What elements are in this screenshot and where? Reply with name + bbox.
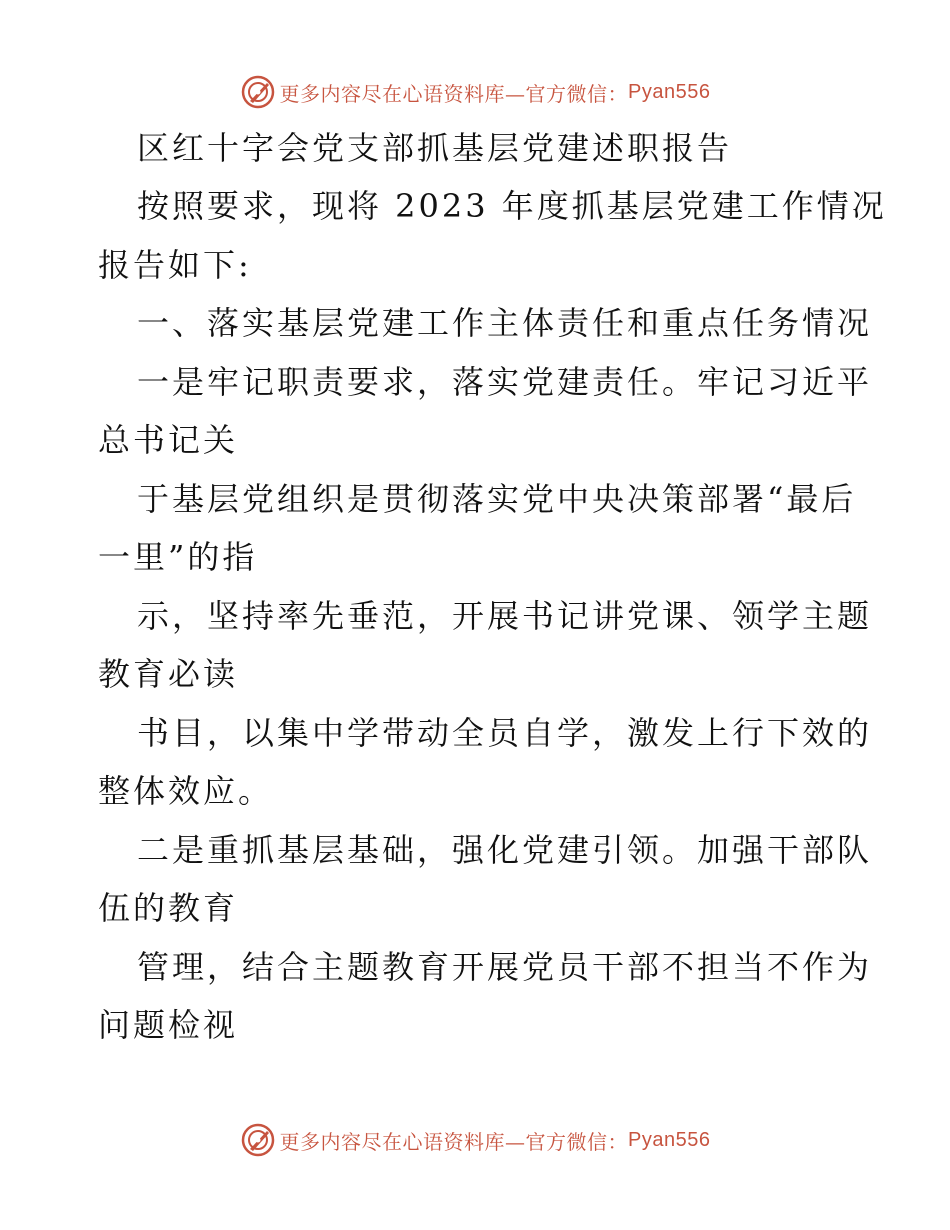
watermark-account: Pyan556 [628, 1128, 711, 1151]
watermark-text: 更多内容尽在心语资料库—官方微信： [279, 81, 629, 106]
quill-logo-icon [240, 74, 276, 110]
watermark-text: 更多内容尽在心语资料库—官方微信： [279, 1129, 629, 1154]
paragraph-line: 一里”的指 [98, 538, 258, 576]
paragraph-line: 整体效应。 [98, 772, 274, 810]
header-watermark [0, 72, 950, 112]
section-heading: 一、落实基层党建工作主体责任和重点任务情况 [137, 304, 873, 342]
quill-logo-icon [240, 1122, 276, 1158]
paragraph-line: 书目，以集中学带动全员自学，激发上行下效的 [137, 714, 873, 752]
paragraph-line: 报告如下: [98, 246, 252, 284]
paragraph-line: 于基层党组织是贯彻落实党中央决策部署“最后 [137, 480, 857, 518]
paragraph-line: 教育必读 [98, 655, 239, 693]
paragraph-line: 伍的教育 [98, 889, 239, 927]
paragraph-line: 问题检视 [98, 1006, 239, 1044]
paragraph-line: 总书记关 [98, 421, 239, 459]
paragraph-line: 示，坚持率先垂范，开展书记讲党课、领学主题 [137, 597, 873, 635]
document-title: 区红十字会党支部抓基层党建述职报告 [137, 129, 733, 167]
paragraph-line: 二是重抓基层基础，强化党建引领。加强干部队 [137, 831, 873, 869]
paragraph-line: 一是牢记职责要求，落实党建责任。牢记习近平 [137, 363, 873, 401]
paragraph-line: 按照要求，现将 2023 年度抓基层党建工作情况 [137, 187, 887, 225]
watermark-account: Pyan556 [628, 80, 711, 103]
footer-watermark [0, 1120, 950, 1160]
paragraph-line: 管理，结合主题教育开展党员干部不担当不作为 [137, 948, 873, 986]
